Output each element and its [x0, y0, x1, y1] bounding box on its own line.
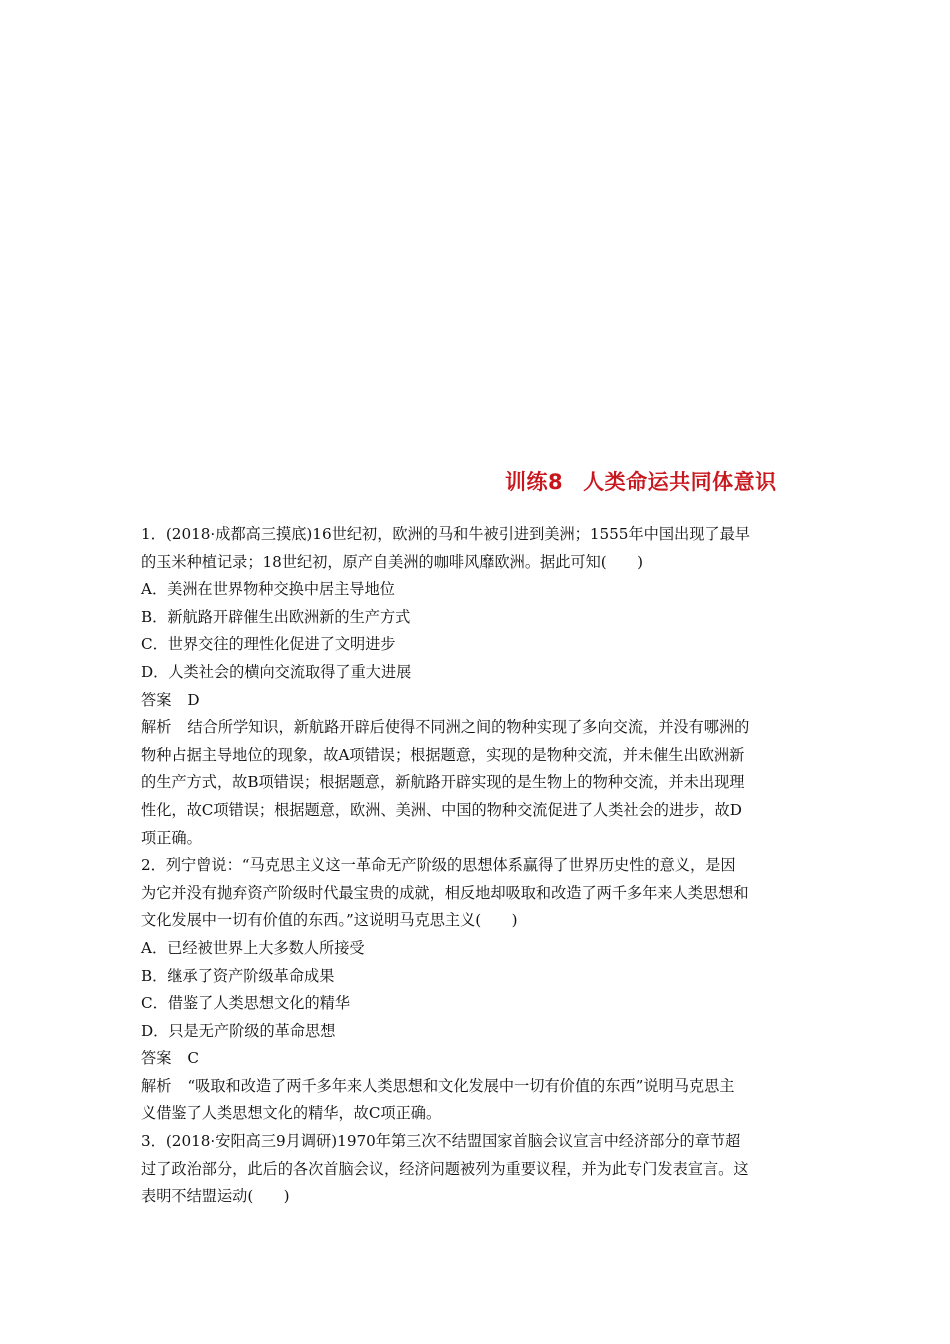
question-3 — [141, 1128, 813, 1211]
answer-label: 答案 — [141, 1049, 172, 1068]
page-title — [505, 466, 905, 496]
option-b: B．继承了资产阶级革命成果 — [141, 966, 335, 985]
option-d: D．人类社会的横向交流取得了重大进展 — [141, 662, 412, 681]
analysis-line: 的生产方式，故B项错误；根据题意，新航路开辟实现的是生物上的物种交流，并未出现理 — [141, 773, 745, 792]
question-stem-line: 表明不结盟运动( ) — [141, 1187, 290, 1206]
question-stem-line: 2．列宁曾说：“马克思主义这一革命无产阶级的思想体系赢得了世界历史性的意义，是因 — [141, 856, 736, 875]
question-stem-line: 文化发展中一切有价值的东西。”这说明马克思主义( ) — [141, 911, 518, 930]
question-stem-line: 3．(2018·安阳高三9月调研)1970年第三次不结盟国家首脑会议宣言中经济部分的章节超 — [141, 1132, 741, 1151]
option-b: B．新航路开辟催生出欧洲新的生产方式 — [141, 607, 411, 626]
analysis-line: 项正确。 — [141, 828, 202, 847]
option-a: A．已经被世界上大多数人所接受 — [141, 938, 365, 957]
question-1 — [141, 521, 813, 852]
analysis-line: 义借鉴了人类思想文化的精华，故C项正确。 — [141, 1104, 442, 1123]
answer-value: C — [187, 1049, 199, 1068]
option-c: C．世界交往的理性化促进了文明进步 — [141, 635, 396, 654]
analysis-line: 性化，故C项错误；根据题意，欧洲、美洲、中国的物种交流促进了人类社会的进步，故D — [141, 800, 742, 819]
answer-row — [141, 1045, 813, 1073]
analysis-text: 结合所学知识，新航路开辟后使得不同洲之间的物种实现了多向交流，并没有哪洲的 — [187, 718, 750, 737]
title-text: 人类命运共同体意识 — [583, 470, 777, 494]
answer-row — [141, 687, 813, 715]
option-d: D．只是无产阶级的革命思想 — [141, 1021, 336, 1040]
analysis-label: 解析 — [141, 718, 172, 737]
question-stem-line: 的玉米种植记录；18世纪初，原产自美洲的咖啡风靡欧洲。据此可知( ) — [141, 552, 643, 571]
option-a: A．美洲在世界物种交换中居主导地位 — [141, 580, 395, 599]
analysis-label: 解析 — [141, 1076, 172, 1095]
question-stem-line: 为它并没有抛弃资产阶级时代最宝贵的成就，相反地却吸取和改造了两千多年来人类思想和 — [141, 883, 749, 902]
title-number: 训练8 — [505, 470, 564, 494]
option-c: C．借鉴了人类思想文化的精华 — [141, 994, 351, 1013]
analysis-text: “吸取和改造了两千多年来人类思想和文化发展中一切有价值的东西”说明马克思主 — [187, 1076, 735, 1095]
analysis-line — [141, 1073, 813, 1101]
answer-value: D — [187, 690, 200, 709]
question-stem-line: 过了政治部分，此后的各次首脑会议，经济问题被列为重要议程，并为此专门发表宣言。这 — [141, 1159, 749, 1178]
question-stem-line: 1．(2018·成都高三摸底)16世纪初，欧洲的马和牛被引进到美洲；1555年中国出现了最早 — [141, 525, 750, 543]
question-list — [141, 521, 813, 1211]
answer-label: 答案 — [141, 690, 172, 709]
analysis-line: 物种占据主导地位的现象，故A项错误；根据题意，实现的是物种交流，并未催生出欧洲新 — [141, 745, 745, 764]
question-2 — [141, 852, 813, 1128]
analysis-line — [141, 714, 813, 742]
